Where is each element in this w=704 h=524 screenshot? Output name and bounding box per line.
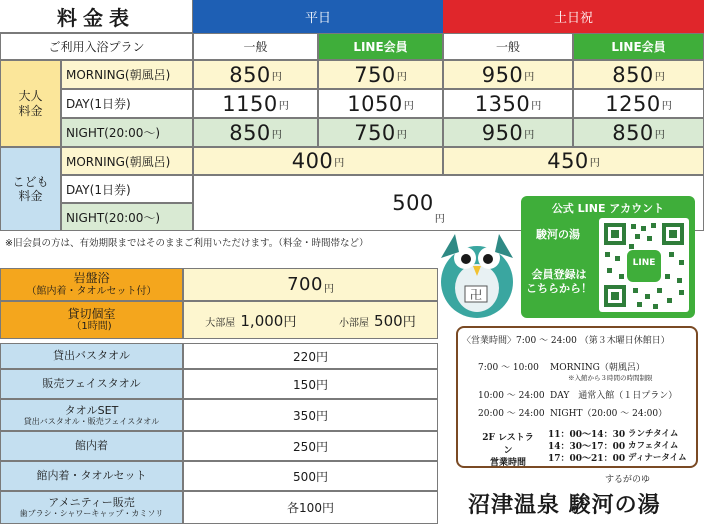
rental-price: 350円 bbox=[183, 399, 438, 431]
line-account-title: 公式 LINE アカウント bbox=[551, 202, 665, 215]
child-day-night-price: 500 円 bbox=[193, 175, 704, 231]
private-room-prices bbox=[183, 301, 438, 339]
adult-day-holiday-general: 1350 円 bbox=[443, 89, 573, 118]
line-account-box[interactable] bbox=[521, 196, 695, 318]
weekday-header: 平日 bbox=[193, 0, 443, 33]
adult-night-weekday-line: 750 円 bbox=[318, 118, 443, 147]
owl-mascot-icon bbox=[425, 222, 523, 322]
hours-desc: MORNING（朝風呂） bbox=[550, 363, 645, 373]
logo-kana: するがのゆ bbox=[605, 475, 651, 485]
rental-name: 貸出バスタオル bbox=[0, 343, 183, 369]
restaurant-label: 2F レストラン 営業時間 bbox=[482, 433, 534, 469]
rental-price: 220円 bbox=[183, 343, 438, 369]
holiday-header: 土日祝 bbox=[443, 0, 704, 33]
svg-text:卍: 卍 bbox=[469, 288, 483, 302]
ganbanyoku-label: 岩盤浴 （館内着・タオルセット付） bbox=[0, 268, 183, 301]
child-morning-label: MORNING(朝風呂) bbox=[61, 147, 193, 175]
rental-price: 各100円 bbox=[183, 491, 438, 524]
rental-name: タオルSET 貸出バスタオル・販売フェイスタオル bbox=[0, 399, 183, 431]
hours-desc: DAY 通常入館（１日プラン） bbox=[550, 391, 678, 401]
rental-name: 館内着 bbox=[0, 431, 183, 461]
adult-day-holiday-line: 1250 円 bbox=[573, 89, 704, 118]
adult-day-weekday-line: 1050 円 bbox=[318, 89, 443, 118]
line-qr-code[interactable] bbox=[599, 218, 689, 312]
large-room: 大部屋 1,000円 bbox=[205, 311, 297, 330]
subheader-weekday-line: LINE会員 bbox=[318, 33, 443, 60]
subheader-holiday-general: 一般 bbox=[443, 33, 573, 60]
rental-price: 500円 bbox=[183, 461, 438, 491]
rental-name: アメニティー販売 歯ブラシ・シャワーキャップ・カミソリ bbox=[0, 491, 183, 524]
hours-time: 20:00 ～ 24:00 bbox=[478, 409, 545, 419]
hours-desc: NIGHT（20:00 ～ 24:00） bbox=[550, 409, 668, 419]
rental-name: 館内着・タオルセット bbox=[0, 461, 183, 491]
subheader-holiday-line: LINE会員 bbox=[573, 33, 704, 60]
member-note: ※旧会員の方は、有効期限まではそのままご利用いただけます。（料金・時間帯など） bbox=[5, 238, 369, 249]
qr-line-text: LINE bbox=[632, 258, 656, 268]
hours-time: 7:00 ～ 10:00 bbox=[478, 363, 539, 373]
rental-price: 150円 bbox=[183, 369, 438, 399]
rental-table bbox=[0, 343, 438, 524]
adult-night-weekday-general: 850 円 bbox=[193, 118, 318, 147]
child-morning-holiday: 450 円 bbox=[443, 147, 704, 175]
rental-name: 販売フェイスタオル bbox=[0, 369, 183, 399]
child-night-label: NIGHT(20:00～) bbox=[61, 203, 193, 231]
restaurant-name: ランチタイム bbox=[628, 429, 679, 439]
hours-time: 10:00 ～ 24:00 bbox=[478, 391, 545, 401]
child-group-label: こども 料金 bbox=[0, 147, 61, 231]
adult-day-label: DAY(1日券) bbox=[61, 89, 193, 118]
hours-note: ※入館から３時間の時間制限 bbox=[568, 374, 653, 382]
adult-night-holiday-general: 950 円 bbox=[443, 118, 573, 147]
private-room-label: 貸切個室 （1時間) bbox=[0, 301, 183, 339]
restaurant-time: 11：00～14：30 bbox=[548, 430, 626, 440]
adult-night-holiday-line: 850 円 bbox=[573, 118, 704, 147]
brand-logo: 沼津温泉 駿河の湯 bbox=[468, 492, 661, 518]
rental-price: 250円 bbox=[183, 431, 438, 461]
hours-title: 〈営業時間〉7:00 ～ 24:00 （第３木曜日休館日） bbox=[462, 336, 670, 346]
adult-morning-weekday-line: 750 円 bbox=[318, 60, 443, 89]
adult-day-weekday-general: 1150 円 bbox=[193, 89, 318, 118]
business-hours-box bbox=[456, 326, 698, 468]
restaurant-name: カフェタイム bbox=[628, 441, 679, 451]
child-day-label: DAY(1日券) bbox=[61, 175, 193, 203]
adult-morning-holiday-line: 850 円 bbox=[573, 60, 704, 89]
adult-night-label: NIGHT(20:00～) bbox=[61, 118, 193, 147]
plan-label: ご利用入浴プラン bbox=[0, 33, 193, 60]
subheader-weekday-general: 一般 bbox=[193, 33, 318, 60]
child-morning-weekday: 400 円 bbox=[193, 147, 443, 175]
ganbanyoku-price: 700 円 bbox=[183, 268, 438, 301]
adult-morning-holiday-general: 950 円 bbox=[443, 60, 573, 89]
line-shop-name: 駿河の湯 bbox=[536, 228, 580, 241]
restaurant-time: 17：00～21：00 bbox=[548, 454, 626, 464]
restaurant-time: 14：30～17：00 bbox=[548, 442, 626, 452]
adult-group-label: 大人 料金 bbox=[0, 60, 61, 147]
adult-morning-weekday-general: 850 円 bbox=[193, 60, 318, 89]
line-register-cta: 会員登録は こちらから！ bbox=[526, 268, 592, 296]
adult-morning-label: MORNING(朝風呂) bbox=[61, 60, 193, 89]
page-title: 料金表 bbox=[0, 0, 193, 33]
restaurant-name: ディナータイム bbox=[628, 453, 687, 463]
small-room: 小部屋 500円 bbox=[338, 311, 416, 330]
